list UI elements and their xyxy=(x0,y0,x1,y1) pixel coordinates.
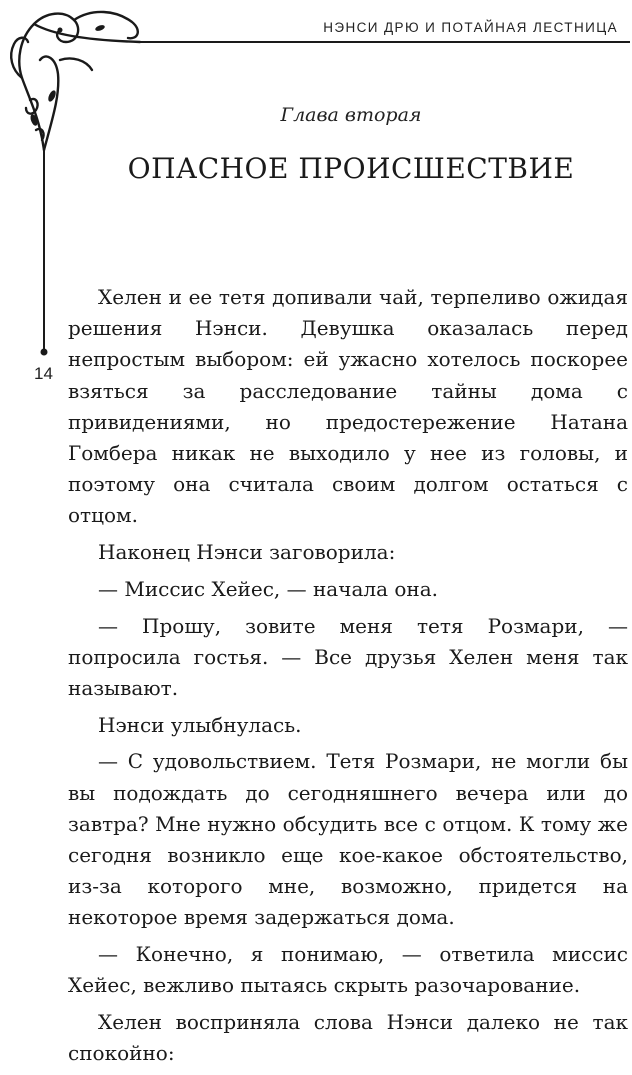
running-header: НЭНСИ ДРЮ И ПОТАЙНАЯ ЛЕСТНИЦА xyxy=(323,20,618,35)
chapter-title: ОПАСНОЕ ПРОИСШЕСТВИЕ xyxy=(127,152,575,185)
flourish xyxy=(11,12,140,150)
margin-rule-dot xyxy=(41,349,48,356)
page-number: 14 xyxy=(34,364,53,383)
paragraph: Нэнси улыбнулась. xyxy=(98,712,302,737)
body-text xyxy=(68,282,628,1075)
paragraph: Наконец Нэнси заговорила: xyxy=(98,540,396,565)
paragraph: — С удовольствием. Тетя Розмари, не могли бы вы подождать до сегодняшнего вечера или до завтра? Мне нужно обсудить все с отцом. К тому же сегодня возникло еще кое-какое обстоятельство, из-за которого мне, возможно, придется на некоторое время задержаться дома. xyxy=(68,749,628,930)
chapter-label: Глава вторая xyxy=(280,104,422,126)
paragraph: Хелен и ее тетя допивали чай, терпеливо ожидая решения Нэнси. Девушка оказалась перед непростым выбором: ей ужасно хотелось поскорее взяться за расследование тайны дома с привидениями, но предостережение Натана Гомбера никак не выходило у нее из головы, и поэтому она считала своим долгом остаться с отцом. xyxy=(68,285,628,528)
paragraph: — Конечно, я понимаю, — ответила миссис Хейес, вежливо пытаясь скрыть разочарование. xyxy=(68,942,628,998)
paragraph: — Миссис Хейес, — начала она. xyxy=(98,576,439,601)
paragraph: Хелен восприняла слова Нэнси далеко не так спокойно: xyxy=(68,1009,628,1066)
paragraph: — Прошу, зовите меня тетя Розмари, — попросила гостья. — Все друзья Хелен меня так называют. xyxy=(68,613,628,700)
